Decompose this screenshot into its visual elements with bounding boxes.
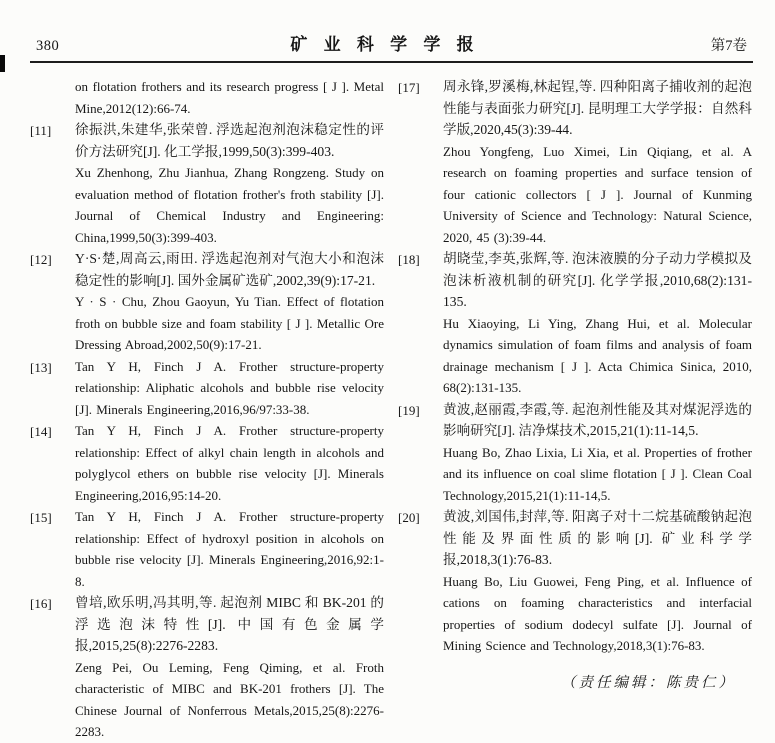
page-header (30, 30, 753, 63)
reference-label: [12] (30, 252, 52, 267)
journal-title: 矿 业 科 学 学 报 (290, 35, 480, 54)
reference-text-zh: 周永锋,罗溪梅,林起锃,等. 四种阳离子捕收剂的起泡性能与表面张力研究[J]. 昆明理工大学学报：自然科学版,2020,45(3):39-44. (443, 79, 752, 137)
reference-item (398, 248, 752, 399)
reference-item (30, 76, 384, 119)
reference-column-right (398, 76, 752, 743)
reference-item (30, 506, 384, 592)
reference-body (75, 506, 384, 592)
reference-text-en: on flotation frothers and its research progress [ J ]. Metal Mine,2012(12):66-74. (75, 79, 384, 116)
reference-columns (30, 76, 753, 743)
reference-label: [15] (30, 510, 52, 525)
reference-label: [11] (30, 123, 52, 138)
reference-text-zh: Y·S·楚,周高云,雨田. 浮选起泡剂对气泡大小和泡沫稳定性的影响[J]. 国外金属矿选矿,2002,39(9):17-21. (75, 251, 384, 288)
reference-item (30, 356, 384, 421)
reference-text-zh: 徐振洪,朱建华,张荣曾. 浮选起泡剂泡沫稳定性的评价方法研究[J]. 化工学报,1999,50(3):399-403. (75, 122, 384, 159)
reference-item (398, 506, 752, 657)
reference-body (75, 356, 384, 421)
reference-text-zh: 曾培,欧乐明,冯其明,等. 起泡剂 MIBC 和 BK-201 的浮选泡沫特性[J]. 中国有色金属学报,2015,25(8):2276-2283. (75, 595, 384, 653)
reference-text-en: Tan Y H, Finch J A. Frother structure-property relationship: Effect of hydroxyl position in alcohols on bubble rise velocity [J]. Minerals Engineering,2016,92:1-8. (75, 509, 384, 589)
reference-item (398, 76, 752, 248)
volume-label: 第7卷 (710, 38, 747, 54)
reference-body (75, 248, 384, 356)
reference-text-en: Hu Xiaoying, Li Ying, Zhang Hui, et al. Molecular dynamics simulation of foam films and analysis of foam drainage mechanism [ J ]. Acta Chimica Sinica, 2010, 68(2):131-135. (443, 315, 752, 395)
reference-item (398, 399, 752, 507)
reference-text-zh: 黄波,刘国伟,封萍,等. 阳离子对十二烷基硫酸钠起泡性能及界面性质的影响[J]. 矿业科学学报,2018,3(1):76-83. (443, 509, 752, 567)
reference-text-en: Huang Bo, Zhao Lixia, Li Xia, et al. Properties of frother and its influence on coal slime flotation [ J ]. Clean Coal Technology,2015,21(1):11-14,5. (443, 444, 752, 503)
reference-text-en: Zeng Pei, Ou Leming, Feng Qiming, et al. Froth characteristic of MIBC and BK-201 frothers [J]. The Chinese Journal of Nonferrous Metals,2015,25(8):2276-2283. (75, 659, 384, 739)
reference-body (443, 76, 752, 248)
reference-column-left (30, 76, 384, 743)
reference-label: [16] (30, 596, 52, 611)
reference-body (75, 119, 384, 248)
scan-edge-artifact (0, 55, 5, 72)
reference-text-zh: 胡晓莹,李英,张辉,等. 泡沫液膜的分子动力学模拟及泡沫析液机制的研究[J]. 化学学报,2010,68(2):131-135. (443, 251, 752, 309)
page-footer (398, 671, 752, 692)
reference-text-en: Huang Bo, Liu Guowei, Feng Ping, et al. Influence of cations on foaming characteristics and interfacial properties of sodium dodecyl sulfate [J]. Journal of Mining Science and Technology,2018,3(1):76-83. (443, 573, 752, 653)
reference-body (75, 592, 384, 743)
reference-item (30, 248, 384, 356)
reference-label: [20] (398, 510, 420, 525)
reference-body (443, 399, 752, 507)
reference-text-en: Zhou Yongfeng, Luo Ximei, Lin Qiqiang, et al. A research on foaming properties and surface tension of four cationic collectors [ J ]. Journal of Kunming University of Science and Technology: Natural Science, 2020, 45 (3):39-44. (443, 143, 752, 245)
reference-text-en: Tan Y H, Finch J A. Frother structure-property relationship: Aliphatic alcohols and bubble rise velocity [J]. Minerals Engineering,2016,96/97:33-38. (75, 358, 384, 417)
reference-label: [17] (398, 80, 420, 95)
reference-text-en: Y · S · Chu, Zhou Gaoyun, Yu Tian. Effect of flotation froth on bubble size and foam stability [ J ]. Metallic Ore Dressing Abroad,2002,50(9):17-21. (75, 294, 384, 352)
editor-note: （责任编辑：陈贵仁） (561, 674, 736, 691)
reference-label: [19] (398, 402, 420, 418)
reference-text-en: Tan Y H, Finch J A. Frother structure-property relationship: Effect of alkyl chain length in alcohols and polyglycol ethers on bubble rise velocity [J]. Minerals Engineering,2016,95:14-20. (75, 423, 384, 503)
reference-item (30, 420, 384, 506)
reference-label (30, 76, 75, 119)
reference-text-en: Xu Zhenhong, Zhu Jianhua, Zhang Rongzeng. Study on evaluation method of flotation frother's froth stability [J]. Journal of Chemical Industry and Engineering: China,1999,50(3):399-403. (75, 165, 384, 245)
reference-item (30, 119, 384, 248)
reference-label: [14] (30, 424, 52, 439)
reference-body (443, 506, 752, 657)
page-number: 380 (36, 38, 60, 54)
reference-label: [13] (30, 359, 52, 375)
reference-label: [18] (398, 252, 420, 267)
reference-item (30, 592, 384, 743)
reference-body (75, 420, 384, 506)
reference-text-zh: 黄波,赵丽霞,李霞,等. 起泡剂性能及其对煤泥浮选的影响研究[J]. 洁净煤技术,2015,21(1):11-14,5. (443, 401, 752, 438)
reference-body (75, 76, 384, 119)
reference-body (443, 248, 752, 399)
